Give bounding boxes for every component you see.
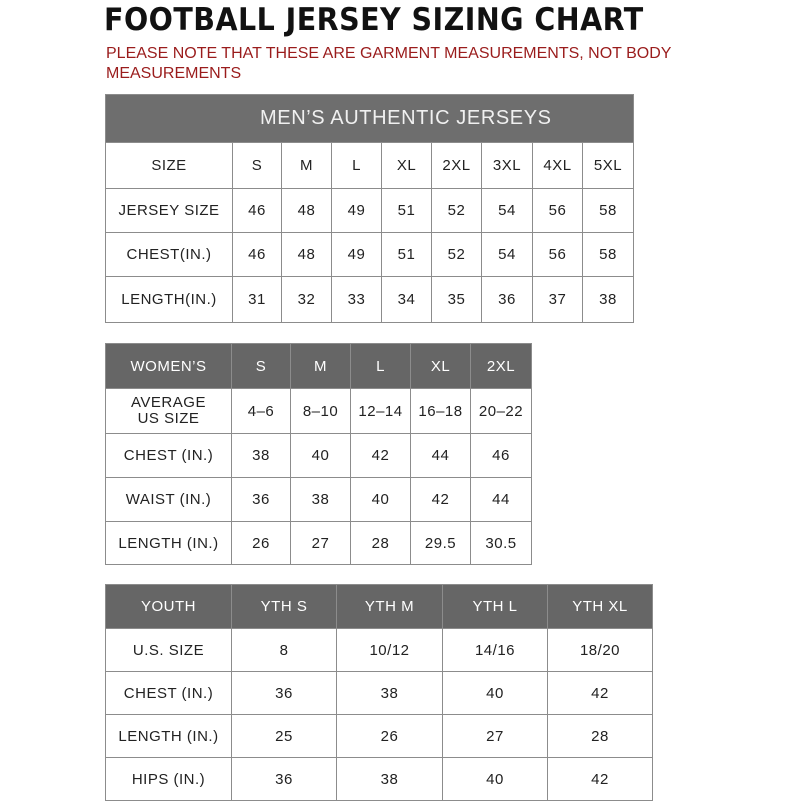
youth-size-table — [105, 584, 653, 801]
size-header-cell: 2XL — [432, 143, 482, 189]
table-cell: 31 — [233, 277, 282, 323]
table-row — [106, 585, 653, 629]
womens-size-table — [105, 343, 532, 565]
row-label: CHEST (IN.) — [106, 672, 232, 715]
table-cell: 56 — [533, 189, 583, 233]
table-cell: 40 — [443, 758, 548, 801]
size-header-cell: 2XL — [471, 344, 532, 389]
size-header-cell: XL — [411, 344, 471, 389]
table-cell: 40 — [291, 434, 351, 478]
table-row — [106, 758, 653, 801]
table-row — [106, 672, 653, 715]
womens-header-label: WOMEN’S — [106, 344, 232, 389]
size-header-label: SIZE — [106, 143, 233, 189]
size-header-cell: 5XL — [583, 143, 634, 189]
size-header-cell: YTH S — [232, 585, 337, 629]
table-cell: 38 — [291, 478, 351, 522]
table-cell: 16–18 — [411, 389, 471, 434]
table-cell: 44 — [411, 434, 471, 478]
size-header-cell: S — [233, 143, 282, 189]
table-row — [106, 478, 532, 522]
table-row — [106, 344, 532, 389]
table-cell: 58 — [583, 189, 634, 233]
table-row — [106, 277, 634, 323]
table-row — [106, 522, 532, 565]
row-label: JERSEY SIZE — [106, 189, 233, 233]
table-cell: 10/12 — [337, 629, 443, 672]
table-cell: 40 — [443, 672, 548, 715]
row-label: LENGTH (IN.) — [106, 715, 232, 758]
table-cell: 35 — [432, 277, 482, 323]
page-title: FOOTBALL JERSEY SIZING CHART — [104, 2, 644, 38]
size-header-cell: S — [232, 344, 291, 389]
table-cell: 8 — [232, 629, 337, 672]
table-cell: 38 — [337, 758, 443, 801]
table-cell: 48 — [282, 233, 332, 277]
table-cell: 36 — [232, 478, 291, 522]
table-cell: 46 — [233, 233, 282, 277]
table-cell: 52 — [432, 189, 482, 233]
measurement-note: PLEASE NOTE THAT THESE ARE GARMENT MEASUREMENTS, NOT BODY MEASUREMENTS — [106, 45, 672, 82]
table-cell: 4–6 — [232, 389, 291, 434]
table-cell: 46 — [233, 189, 282, 233]
table-cell: 37 — [533, 277, 583, 323]
table-cell: 18/20 — [548, 629, 653, 672]
table-row — [106, 233, 634, 277]
table-cell: 51 — [382, 233, 432, 277]
table-cell: 51 — [382, 189, 432, 233]
table-cell: 36 — [232, 672, 337, 715]
table-cell: 14/16 — [443, 629, 548, 672]
table-row — [106, 389, 532, 434]
table-cell: 30.5 — [471, 522, 532, 565]
size-header-cell: L — [351, 344, 411, 389]
size-header-cell: YTH M — [337, 585, 443, 629]
table-cell: 38 — [583, 277, 634, 323]
table-cell: 12–14 — [351, 389, 411, 434]
table-cell: 8–10 — [291, 389, 351, 434]
table-cell: 42 — [548, 672, 653, 715]
table-cell: 42 — [351, 434, 411, 478]
size-header-cell: XL — [382, 143, 432, 189]
table-cell: 28 — [548, 715, 653, 758]
row-label: U.S. SIZE — [106, 629, 232, 672]
table-cell: 26 — [337, 715, 443, 758]
table-cell: 36 — [232, 758, 337, 801]
table-cell: 46 — [471, 434, 532, 478]
row-label: CHEST (IN.) — [106, 434, 232, 478]
avg-label-line-2: US SIZE — [137, 410, 200, 427]
table-row — [106, 143, 634, 189]
table-cell: 27 — [443, 715, 548, 758]
table-cell: 26 — [232, 522, 291, 565]
table-row — [106, 434, 532, 478]
table-cell: 33 — [332, 277, 382, 323]
row-label: LENGTH(IN.) — [106, 277, 233, 323]
table-cell: 38 — [232, 434, 291, 478]
table-cell: 42 — [411, 478, 471, 522]
table-cell: 25 — [232, 715, 337, 758]
youth-header-label: YOUTH — [106, 585, 232, 629]
table-cell: 36 — [482, 277, 533, 323]
row-label — [106, 389, 232, 434]
table-cell: 40 — [351, 478, 411, 522]
size-header-cell: M — [282, 143, 332, 189]
mens-size-table — [105, 94, 634, 323]
row-label: WAIST (IN.) — [106, 478, 232, 522]
table-row — [106, 715, 653, 758]
mens-table-title: MEN’S AUTHENTIC JERSEYS — [106, 95, 634, 143]
table-row — [106, 189, 634, 233]
table-cell: 32 — [282, 277, 332, 323]
table-cell: 38 — [337, 672, 443, 715]
table-cell: 49 — [332, 233, 382, 277]
table-cell: 54 — [482, 233, 533, 277]
table-cell: 48 — [282, 189, 332, 233]
table-cell: 52 — [432, 233, 482, 277]
row-label: CHEST(IN.) — [106, 233, 233, 277]
row-label: LENGTH (IN.) — [106, 522, 232, 565]
size-header-cell: 4XL — [533, 143, 583, 189]
table-cell: 54 — [482, 189, 533, 233]
size-header-cell: YTH L — [443, 585, 548, 629]
table-cell: 34 — [382, 277, 432, 323]
size-header-cell: 3XL — [482, 143, 533, 189]
table-cell: 28 — [351, 522, 411, 565]
size-header-cell: YTH XL — [548, 585, 653, 629]
table-cell: 49 — [332, 189, 382, 233]
table-cell: 58 — [583, 233, 634, 277]
table-cell: 44 — [471, 478, 532, 522]
table-cell: 29.5 — [411, 522, 471, 565]
size-header-cell: M — [291, 344, 351, 389]
table-cell: 20–22 — [471, 389, 532, 434]
table-cell: 42 — [548, 758, 653, 801]
table-cell: 27 — [291, 522, 351, 565]
size-header-cell: L — [332, 143, 382, 189]
table-row — [106, 629, 653, 672]
table-cell: 56 — [533, 233, 583, 277]
row-label: HIPS (IN.) — [106, 758, 232, 801]
avg-label-line-1: AVERAGE — [131, 394, 206, 411]
